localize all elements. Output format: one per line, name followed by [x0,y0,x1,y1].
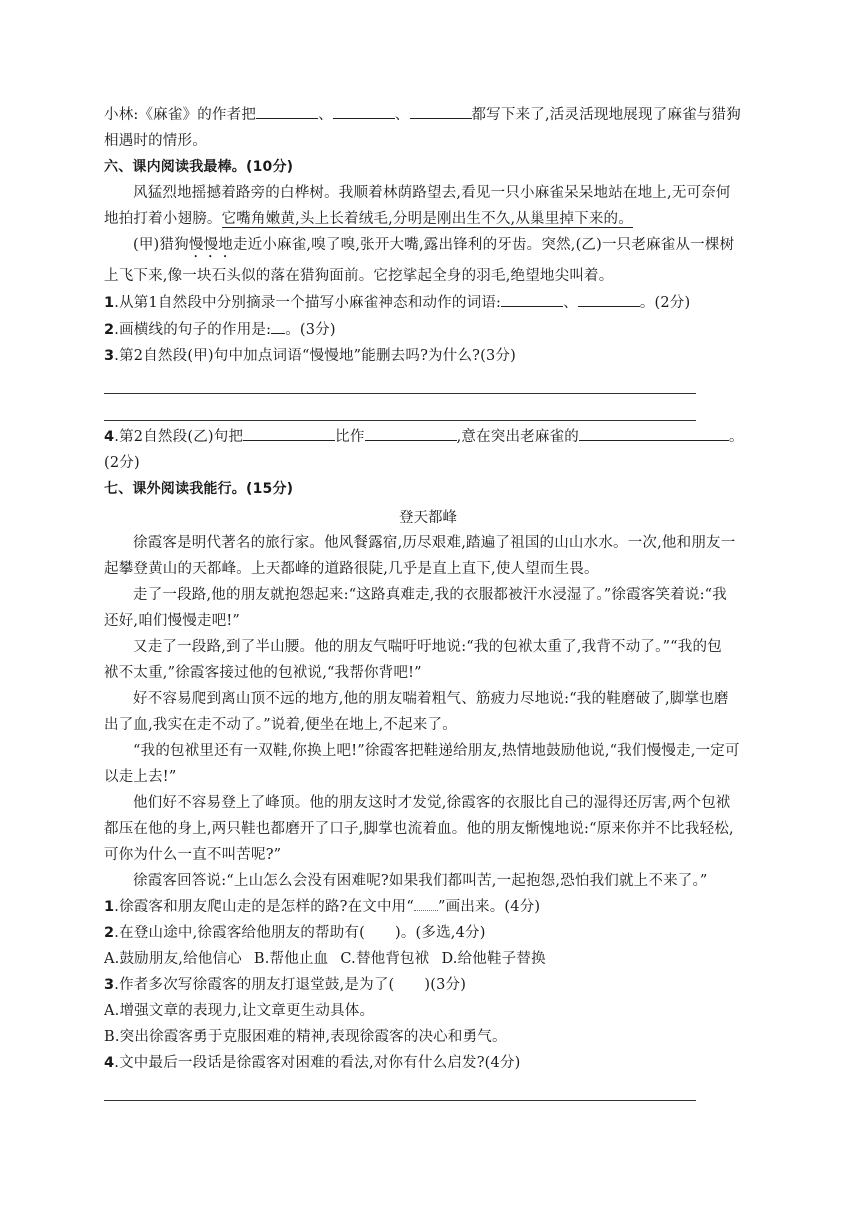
passage-line: 上飞下来,像一块石头似的落在猎狗面前。它挖挲起全身的羽毛,绝望地尖叫着。 [104,268,614,284]
option-b[interactable]: B.帮他止血 [253,951,329,967]
question-7-2 [104,923,752,944]
question-number: 1 [104,899,115,915]
passage-line: 风猛烈地摇撼着路旁的白桦树。我顺着林荫路望去,看见一只小麻雀呆呆地站在地上,无可奈何 [133,185,731,201]
intro-line-1 [104,104,752,126]
option-b[interactable]: B.突出徐霞客勇于克服困难的精神,表现徐霞客的决心和勇气。 [104,1029,507,1045]
question-6-4 [104,426,752,448]
question-text: 比作 [335,429,365,445]
passage-line: 可你为什么一直不叫苦呢?” [104,847,282,863]
answer-blank[interactable] [365,426,457,441]
question-7-3 [104,975,752,996]
passage-title: 登天都峰 [399,510,457,526]
section-7-heading: 七、课外阅读我能行。(15分) [104,481,294,497]
answer-blank[interactable] [501,292,563,307]
passage-line: 起攀登黄山的天都峰。上天都峰的道路很陡,几乎是直上直下,使人望而生畏。 [104,561,599,577]
answer-blank[interactable] [333,104,395,119]
question-number: 4 [104,1055,115,1071]
question-points: 。(3分) [285,322,336,338]
passage-line: 还好,咱们慢慢走吧!” [104,613,241,629]
wavy-line-mark [414,898,438,911]
passage-text: 走近小麻雀,嗅了嗅,张开大嘴,露出锋利的牙齿。突然,(乙)一只老麻雀从一棵树 [232,237,735,253]
answer-blank[interactable] [256,104,318,119]
answer-blank[interactable] [410,104,472,119]
question-text: .第2自然段(甲)句中加点词语“慢慢地”能删去吗?为什么?(3分) [114,348,516,364]
passage-line: 出了血,我实在走不动了。”说着,便坐在地上,不起来了。 [104,717,457,733]
separator: 、 [318,107,333,123]
passage-line: 又走了一段路,到了半山腰。他的朋友气喘吁吁地说:“我的包袱太重了,我背不动了。”“我的包 [133,639,722,655]
passage-line: 以走上去!” [104,769,177,785]
passage-line: 他们好不容易登上了峰顶。他的朋友这时才发觉,徐霞客的衣服比自己的湿得还厉害,两个包袱 [133,795,731,811]
underlined-sentence: 它嘴角嫩黄,头上长着绒毛,分明是刚出生不久,从巢里掉下来的。 [221,211,633,227]
intro-text: 都写下来了,活灵活现地展现了麻雀与猎狗 [471,107,741,123]
option-a[interactable]: A.鼓励朋友,给他信心 [104,951,242,967]
question-text: .在登山途中,徐霞客给他朋友的帮助有( [114,925,365,941]
passage-line: 袱不太重,”徐霞客接过他的包袱说,“我帮你背吧!” [104,665,422,681]
question-text: )。(多选,4分) [394,925,486,941]
question-number: 3 [104,977,115,993]
intro-line-2: 相遇时的情形。 [104,133,207,149]
passage-line: 好不容易爬到离山顶不远的地方,他的朋友喘着粗气、筋疲力尽地说:“我的鞋磨破了,脚掌也磨 [133,691,729,707]
passage-line: 徐霞客回答说:“上山怎么会没有困难呢?如果我们都叫苦,一起抱怨,恐怕我们就上不来了。” [133,873,708,889]
dotted-word: 慢慢地 [188,237,233,253]
passage-line: “我的包袱里还有一双鞋,你换上吧!”徐霞客把鞋递给朋友,热情地鼓励他说,“我们慢慢走,一定可 [133,743,740,759]
question-7-1 [104,897,752,918]
option-a[interactable]: A.增强文章的表现力,让文章更生动具体。 [104,1003,375,1019]
question-6-2 [104,319,752,341]
passage-line: 都压在他的身上,两只鞋也都磨开了口子,脚掌也流着血。他的朋友惭愧地说:“原来你并不比我轻松, [104,821,734,837]
answer-line[interactable] [104,1079,696,1101]
separator: 、 [563,295,578,311]
question-text: )(3分) [424,977,467,993]
question-text: .文中最后一段话是徐霞客对困难的看法,对你有什么启发?(4分) [114,1055,521,1071]
question-7-2-options [104,949,752,970]
passage [104,533,752,892]
question-text: .徐霞客和朋友爬山走的是怎样的路?在文中用“ [114,899,414,915]
worksheet-page [104,104,752,1106]
answer-blank[interactable] [578,292,640,307]
passage-line [104,235,752,261]
question-number: 1 [104,295,115,311]
answer-blank[interactable] [579,426,729,441]
answer-blank[interactable] [243,426,335,441]
passage-line: 走了一段路,他的朋友就抱怨起来:“这路真难走,我的衣服都被汗水浸湿了。”徐霞客笑着说:“我 [133,587,727,603]
question-number: 3 [104,348,115,364]
question-number: 2 [104,925,115,941]
question-6-4-points: (2分) [104,455,140,471]
answer-line[interactable] [104,399,696,421]
question-6-3 [104,346,752,367]
question-6-1 [104,292,752,314]
intro-text: 小林:《麻雀》的作者把 [104,107,257,123]
answer-line[interactable] [104,372,696,394]
option-d[interactable]: D.给他鞋子替换 [441,951,546,967]
answer-blank[interactable] [271,319,285,334]
question-text: ”画出来。(4分) [438,899,541,915]
passage-text: 地拍打着小翅膀。 [104,211,222,227]
passage-text: (甲)猎狗 [133,237,189,253]
question-text: ,意在突出老麻雀的 [456,429,579,445]
question-text: .第2自然段(乙)句把 [114,429,244,445]
passage-line [104,209,752,230]
passage-line: 徐霞客是明代著名的旅行家。他风餐露宿,历尽艰难,踏遍了祖国的山山水水。一次,他和朋友一 [133,535,736,551]
question-number: 4 [104,429,115,445]
question-number: 2 [104,322,115,338]
question-text: .作者多次写徐霞客的朋友打退堂鼓,是为了( [114,977,395,993]
question-text: .从第1自然段中分别摘录一个描写小麻雀神态和动作的词语: [114,295,502,311]
question-text: 。 [728,429,744,445]
option-c[interactable]: C.替他背包袱 [340,951,430,967]
question-points: 。(2分) [639,295,691,311]
question-text: .画横线的句子的作用是: [114,322,272,338]
separator: 、 [394,107,410,123]
section-6-heading: 六、课内阅读我最棒。(10分) [104,159,294,175]
question-7-4 [104,1053,752,1074]
